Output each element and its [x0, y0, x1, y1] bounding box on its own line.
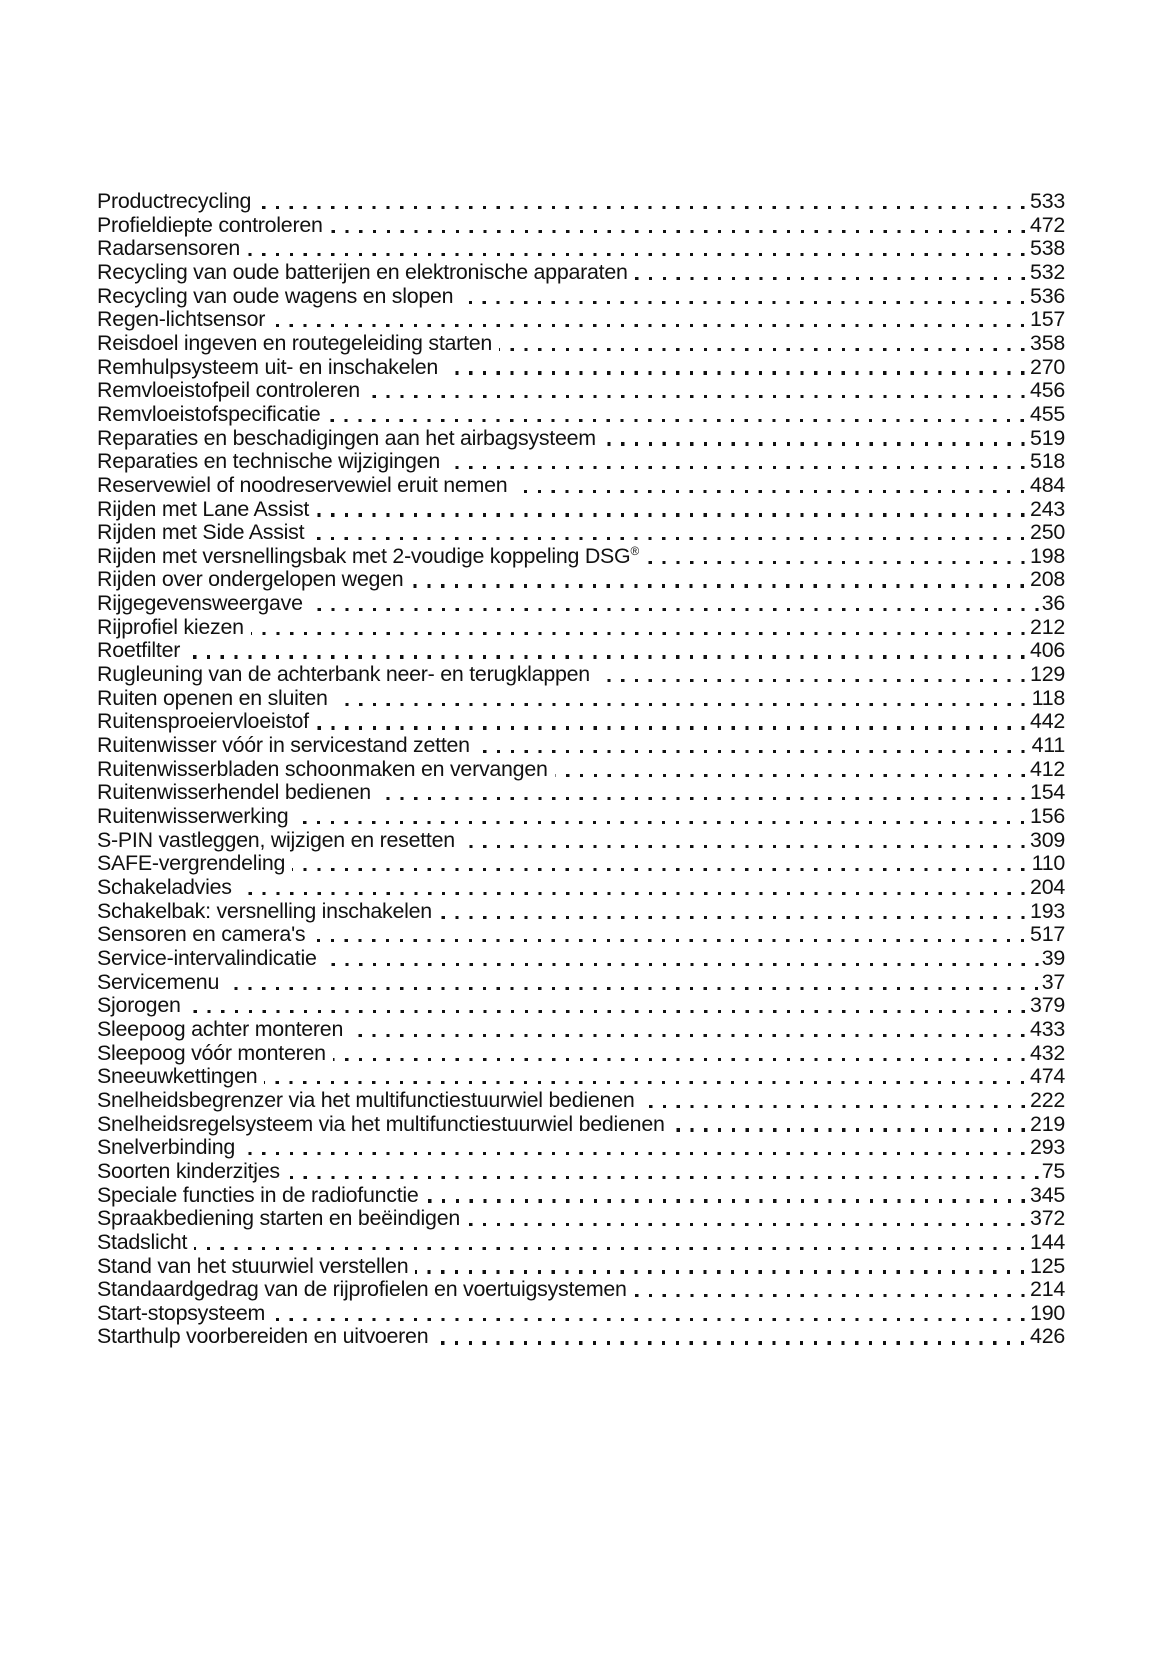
dot-leader	[646, 561, 1027, 564]
toc-entry-page: 474	[1030, 1064, 1065, 1089]
dot-leader	[635, 277, 1027, 280]
dot-leader	[264, 1081, 1027, 1084]
dot-leader	[467, 1223, 1027, 1226]
toc-entry-page: 456	[1030, 378, 1065, 403]
toc-entry-title: Servicemenu	[97, 969, 220, 994]
toc-entry-page: 532	[1030, 259, 1065, 284]
dot-leader	[316, 513, 1027, 516]
toc-entry-page: 270	[1030, 354, 1065, 379]
toc-entry-page: 75	[1041, 1158, 1065, 1183]
dot-leader	[295, 821, 1027, 824]
toc-entry	[97, 214, 1065, 238]
toc-entry	[97, 1089, 1065, 1113]
toc-entry-page: 118	[1031, 685, 1065, 710]
dot-leader	[462, 845, 1027, 848]
toc-entry-page: 309	[1030, 827, 1065, 852]
toc-entry	[97, 474, 1065, 498]
toc-entry-page: 154	[1030, 780, 1065, 805]
toc-entry-title: Profieldiepte controleren	[97, 212, 323, 237]
toc-entry-title: Reparaties en technische wijzigingen	[97, 449, 440, 474]
toc-entry	[97, 758, 1065, 782]
toc-entry-title: Productrecycling	[97, 188, 252, 213]
toc-entry-page: 190	[1030, 1300, 1065, 1325]
toc-entry	[97, 403, 1065, 427]
toc-entry	[97, 1326, 1065, 1350]
dot-leader	[247, 253, 1027, 256]
toc-entry	[97, 687, 1065, 711]
toc-entry-page: 433	[1030, 1016, 1065, 1041]
dot-leader	[327, 419, 1027, 422]
toc-entry-title: Remvloeistofspecificatie	[97, 401, 321, 426]
dot-leader	[477, 750, 1029, 753]
toc-entry-page: 406	[1030, 638, 1065, 663]
toc-entry-title: Remhulpsysteem uit- en inschakelen	[97, 354, 439, 379]
toc-entry	[97, 379, 1065, 403]
toc-entry	[97, 1184, 1065, 1208]
toc-entry-page: 455	[1030, 401, 1065, 426]
toc-entry-page: 250	[1030, 520, 1065, 545]
dot-leader	[447, 466, 1027, 469]
dot-leader	[194, 1247, 1027, 1250]
toc-entry-page: 472	[1030, 212, 1065, 237]
toc-entry-page: 411	[1031, 733, 1065, 758]
toc-entry	[97, 1255, 1065, 1279]
toc-entry-page: 358	[1030, 330, 1065, 355]
toc-entry-title: Ruitenwisser vóór in servicestand zetten	[97, 733, 470, 758]
toc-entry	[97, 592, 1065, 616]
dot-leader	[226, 987, 1039, 990]
toc-entry-title: Recycling van oude wagens en slopen	[97, 283, 454, 308]
toc-entry-title: Snelheidsbegrenzer via het multifunctiestuurwiel bedienen	[97, 1087, 635, 1112]
toc-entry	[97, 971, 1065, 995]
toc-entry-title: Rijprofiel kiezen	[97, 614, 244, 639]
toc-entry	[97, 521, 1065, 545]
dot-leader	[672, 1128, 1027, 1131]
dot-leader	[350, 1034, 1027, 1037]
toc-entry-page: 372	[1030, 1206, 1065, 1231]
toc-entry-page: 144	[1030, 1229, 1065, 1254]
toc-entry-page: 536	[1030, 283, 1065, 308]
toc-entry	[97, 356, 1065, 380]
toc-entry-title: Snelheidsregelsysteem via het multifunctiestuurwiel bedienen	[97, 1111, 665, 1136]
toc-entry	[97, 1065, 1065, 1089]
toc-entry-title: Rijden met versnellingsbak met 2-voudige koppeling DSG®	[97, 543, 639, 568]
toc-entry-title: Recycling van oude batterijen en elektronische apparaten	[97, 259, 628, 284]
toc-entry-title: Rijgegevensweergave	[97, 591, 303, 616]
toc-entry-title: Sneeuwkettingen	[97, 1064, 258, 1089]
dot-leader	[597, 679, 1027, 682]
toc-entry	[97, 332, 1065, 356]
toc-entry-page: 129	[1030, 662, 1065, 687]
toc-entry-title: Service-intervalindicatie	[97, 945, 317, 970]
toc-entry-title: Snelverbinding	[97, 1135, 236, 1160]
toc-entry-page: 293	[1030, 1135, 1065, 1160]
toc-entry	[97, 427, 1065, 451]
dot-leader	[316, 726, 1027, 729]
toc-entry-title: Stand van het stuurwiel verstellen	[97, 1253, 409, 1278]
toc-entry	[97, 616, 1065, 640]
toc-entry	[97, 498, 1065, 522]
toc-entry-page: 442	[1030, 709, 1065, 734]
toc-entry-title: Rijden over ondergelopen wegen	[97, 567, 404, 592]
dot-leader	[499, 348, 1027, 351]
toc-entry-title: Sjorogen	[97, 993, 181, 1018]
dot-leader	[460, 301, 1027, 304]
dot-leader	[642, 1105, 1028, 1108]
toc-entry-page: 37	[1041, 969, 1065, 994]
toc-entry-title: Rijden met Side Assist	[97, 520, 305, 545]
toc-entry-page: 412	[1030, 756, 1065, 781]
toc-entry	[97, 734, 1065, 758]
dot-leader	[426, 1199, 1027, 1202]
toc-entry-page: 379	[1030, 993, 1065, 1018]
toc-entry-title: Schakelbak: versnelling inschakelen	[97, 898, 432, 923]
toc-entry	[97, 1302, 1065, 1326]
toc-entry-title: Standaardgedrag van de rijprofielen en voertuigsystemen	[97, 1277, 627, 1302]
toc-entry	[97, 947, 1065, 971]
toc-entry-title: Rijden met Lane Assist	[97, 496, 310, 521]
toc-entry-title: Stadslicht	[97, 1229, 188, 1254]
toc-entry	[97, 876, 1065, 900]
toc-entry-title: Regen-lichtsensor	[97, 307, 266, 332]
dot-leader	[439, 916, 1027, 919]
dot-leader	[335, 703, 1029, 706]
toc-entry	[97, 781, 1065, 805]
toc-entry	[97, 1113, 1065, 1137]
toc-entry-title: Radarsensoren	[97, 236, 241, 261]
toc-entry	[97, 710, 1065, 734]
toc-entry	[97, 261, 1065, 285]
toc-entry-page: 243	[1030, 496, 1065, 521]
dot-leader	[555, 774, 1027, 777]
dot-leader	[603, 442, 1027, 445]
dot-leader	[272, 1318, 1027, 1321]
dot-leader	[311, 537, 1027, 540]
toc-entry-page: 198	[1030, 543, 1065, 568]
toc-entry-title: Schakeladvies	[97, 875, 232, 900]
toc-entry-title: Ruitenwisserbladen schoonmaken en vervangen	[97, 756, 548, 781]
toc-entry-title: SAFE-vergrendeling	[97, 851, 286, 876]
dot-leader	[410, 584, 1027, 587]
toc-entry-page: 208	[1030, 567, 1065, 592]
dot-leader	[330, 230, 1027, 233]
toc-entry-page: 110	[1031, 851, 1065, 876]
toc-entry	[97, 923, 1065, 947]
toc-entry-title: Sleepoog vóór monteren	[97, 1040, 326, 1065]
toc-entry-page: 432	[1030, 1040, 1065, 1065]
dot-leader	[312, 939, 1027, 942]
dot-leader	[258, 206, 1027, 209]
toc-entry-title: Reisdoel ingeven en routegeleiding starten	[97, 330, 493, 355]
toc-entry-page: 214	[1030, 1277, 1065, 1302]
toc-entry-page: 156	[1030, 804, 1065, 829]
toc-entry	[97, 569, 1065, 593]
dot-leader	[242, 1152, 1027, 1155]
toc-entry	[97, 545, 1065, 569]
toc-entry	[97, 900, 1065, 924]
toc-entry	[97, 285, 1065, 309]
dot-leader	[514, 490, 1027, 493]
toc-entry	[97, 1231, 1065, 1255]
dot-leader	[310, 608, 1039, 611]
dot-leader	[188, 1010, 1027, 1013]
toc-entry	[97, 190, 1065, 214]
dot-leader	[415, 1270, 1027, 1273]
toc-entry	[97, 639, 1065, 663]
toc-entry-page: 484	[1030, 472, 1065, 497]
toc-entry	[97, 1042, 1065, 1066]
dot-leader	[239, 892, 1027, 895]
toc-entry-title: Roetfilter	[97, 638, 181, 663]
toc-entry-title: Speciale functies in de radiofunctie	[97, 1182, 419, 1207]
toc-entry	[97, 852, 1065, 876]
toc-entry-page: 193	[1030, 898, 1065, 923]
toc-entry-title: Spraakbediening starten en beëindigen	[97, 1206, 460, 1231]
toc-entry-title: Ruitenwisserhendel bedienen	[97, 780, 371, 805]
dot-leader	[272, 324, 1027, 327]
toc-entry-page: 36	[1041, 591, 1065, 616]
dot-leader	[333, 1058, 1027, 1061]
toc-entry-title: S-PIN vastleggen, wijzigen en resetten	[97, 827, 455, 852]
toc-entry-title: Ruitenwisserwerking	[97, 804, 289, 829]
toc-entry-page: 219	[1030, 1111, 1065, 1136]
toc-entry-page: 519	[1030, 425, 1065, 450]
toc-entry	[97, 1207, 1065, 1231]
toc-entry-page: 222	[1030, 1087, 1065, 1112]
toc-list	[97, 190, 1065, 1349]
dot-leader	[445, 371, 1027, 374]
toc-entry-title: Rugleuning van de achterbank neer- en terugklappen	[97, 662, 590, 687]
toc-entry-title: Ruitensproeiervloeistof	[97, 709, 309, 734]
toc-entry-title: Ruiten openen en sluiten	[97, 685, 328, 710]
toc-entry-page: 39	[1041, 945, 1065, 970]
dot-leader	[187, 655, 1027, 658]
toc-entry-page: 517	[1030, 922, 1065, 947]
toc-entry-title: Soorten kinderzitjes	[97, 1158, 280, 1183]
toc-entry-page: 204	[1030, 875, 1065, 900]
toc-entry	[97, 308, 1065, 332]
toc-entry	[97, 450, 1065, 474]
toc-entry-title: Reparaties en beschadigingen aan het airbagsysteem	[97, 425, 596, 450]
toc-entry	[97, 663, 1065, 687]
toc-entry	[97, 1018, 1065, 1042]
dot-leader	[251, 632, 1027, 635]
toc-entry-page: 157	[1030, 307, 1065, 332]
dot-leader	[367, 395, 1027, 398]
toc-entry-page: 538	[1030, 236, 1065, 261]
toc-entry-page: 212	[1030, 614, 1065, 639]
dot-leader	[324, 963, 1039, 966]
toc-entry-title: Remvloeistofpeil controleren	[97, 378, 360, 403]
toc-entry	[97, 237, 1065, 261]
toc-entry-page: 426	[1030, 1324, 1065, 1349]
dot-leader	[634, 1294, 1027, 1297]
toc-entry-page: 518	[1030, 449, 1065, 474]
toc-entry	[97, 1136, 1065, 1160]
toc-entry	[97, 829, 1065, 853]
dot-leader	[435, 1341, 1027, 1344]
toc-entry	[97, 1160, 1065, 1184]
toc-entry-title: Sensoren en camera's	[97, 922, 306, 947]
toc-entry	[97, 994, 1065, 1018]
toc-entry-page: 125	[1030, 1253, 1065, 1278]
toc-entry-title: Starthulp voorbereiden en uitvoeren	[97, 1324, 429, 1349]
toc-entry-title: Start-stopsysteem	[97, 1300, 266, 1325]
toc-entry	[97, 805, 1065, 829]
toc-entry	[97, 1278, 1065, 1302]
toc-entry-title: Sleepoog achter monteren	[97, 1016, 344, 1041]
dot-leader	[287, 1176, 1039, 1179]
toc-entry-page: 345	[1030, 1182, 1065, 1207]
dot-leader	[378, 797, 1027, 800]
dot-leader	[292, 868, 1029, 871]
toc-entry-title: Reservewiel of noodreservewiel eruit nemen	[97, 472, 508, 497]
toc-entry-page: 533	[1030, 188, 1065, 213]
